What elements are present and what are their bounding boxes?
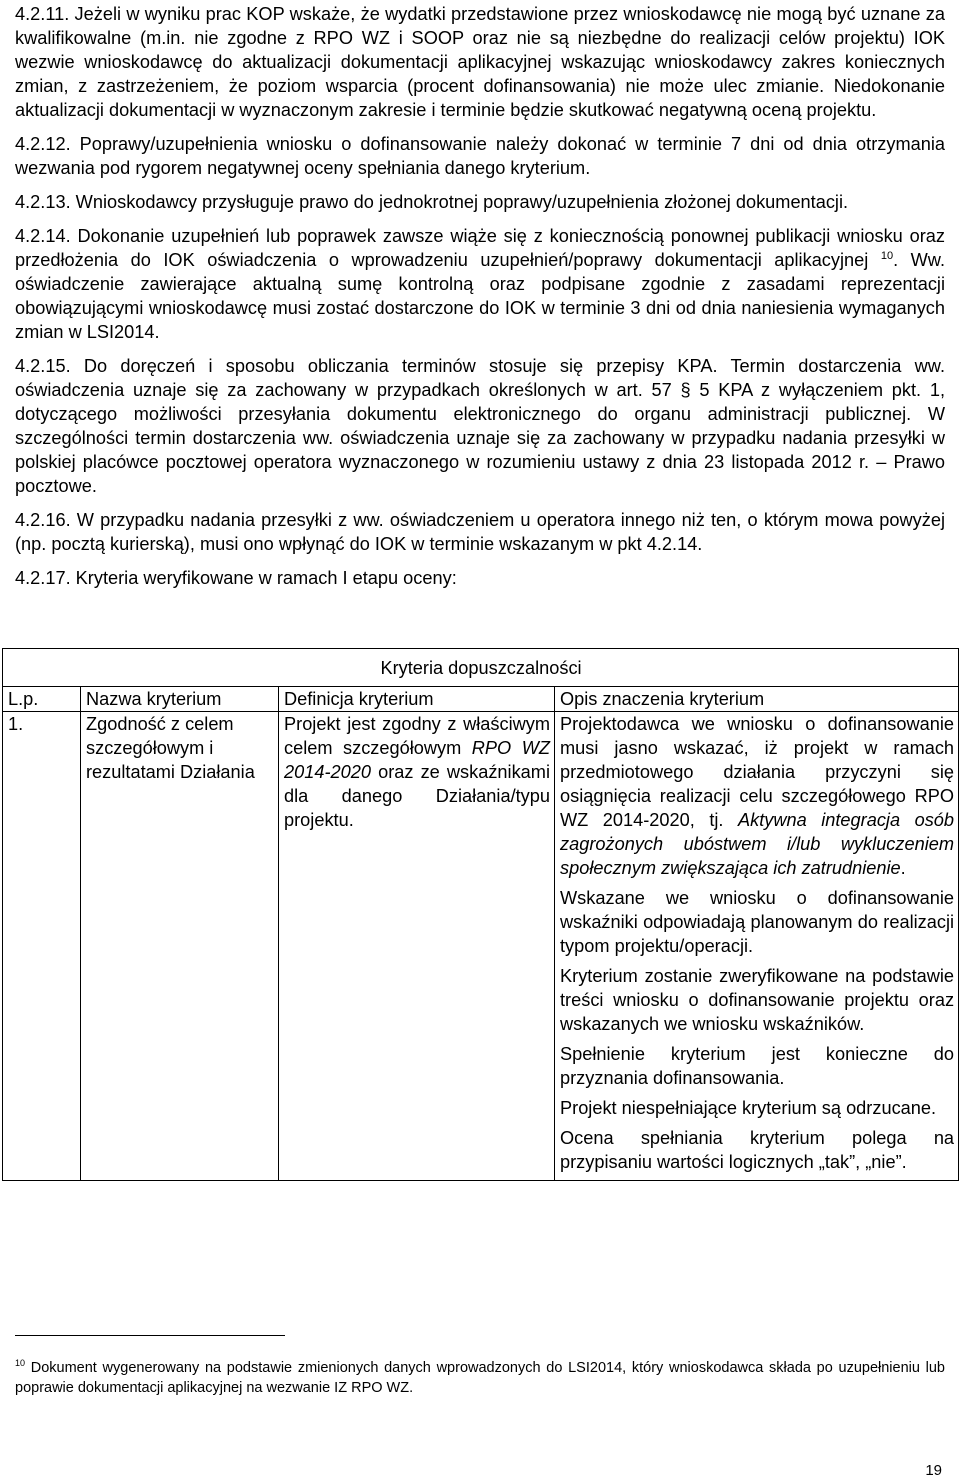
table-header-row	[3, 687, 959, 712]
paragraph-number: 4.2.11.	[15, 4, 70, 24]
cell-lp: 1.	[3, 712, 81, 1181]
document-body	[15, 2, 945, 600]
paragraph-4-2-12	[15, 132, 945, 180]
page-number: 19	[925, 1462, 942, 1479]
description-paragraph: Wskazane we wniosku o dofinansowanie wskaźniki odpowiadają planowanym do realizacji typom projektu/operacji.	[560, 888, 955, 956]
paragraph-number: 4.2.15.	[15, 356, 71, 376]
table-row	[3, 712, 959, 1181]
description-paragraph	[560, 712, 954, 880]
header-description: Opis znaczenia kryterium	[555, 687, 959, 712]
description-text: Projektodawca we wniosku o dofinansowanie musi jasno wskazać, iż projekt w ramach przedmiotowego działania przyczyni się osiągnięcia realizacji celu szczegółowego RPO WZ 2014-2020, tj.	[560, 714, 955, 830]
cell-definition	[279, 712, 555, 1181]
paragraph-text: Poprawy/uzupełnienia wniosku o dofinansowanie należy dokonać w terminie 7 dni od dnia otrzymania wezwania pod rygorem negatywnej oceny spełniania danego kryterium.	[15, 134, 945, 178]
cell-name: Zgodność z celem szczegółowym i rezultatami Działania	[81, 712, 279, 1181]
paragraph-number: 4.2.14.	[15, 226, 71, 246]
paragraph-4-2-16	[15, 508, 945, 556]
description-text: .	[900, 858, 906, 878]
paragraph-4-2-11	[15, 2, 945, 122]
header-lp: L.p.	[3, 687, 81, 712]
description-paragraph: Spełnienie kryterium jest konieczne do przyznania dofinansowania.	[560, 1044, 955, 1088]
paragraph-text: . Ww. oświadczenie zawierające aktualną sumę kontrolną oraz podpisane zgodnie z zasadami reprezentacji obowiązującymi wnioskodawcę musi zostać dostarczone do IOK w terminie 3 dni od dnia naniesienia wymaganych zmian w LSI2014.	[15, 250, 945, 342]
criteria-table	[2, 648, 959, 1181]
description-goal: Aktywna integracja osób zagrożonych ubóstwem i/lub wykluczeniem społecznym zwiększająca ich zatrudnienie	[560, 810, 955, 878]
definition-text: oraz ze wskaźnikami dla danego Działania/typu projektu.	[284, 762, 550, 830]
paragraph-text: W przypadku nadania przesyłki z ww. oświadczeniem u operatora innego niż ten, o którym mowa powyżej (np. pocztą kurierską), musi ono wpłynąć do IOK w terminie wskazanym w pkt 4.2.14.	[15, 510, 945, 554]
footnote-separator	[15, 1335, 285, 1336]
paragraph-text: Do doręczeń i sposobu obliczania terminów stosuje się przepisy KPA. Termin dostarczenia ww. oświadczenia uznaje się za zachowany w przypadkach określonych w art. 57 § 5 KPA z wyłączeniem pkt. 1, dotyczącego możliwości przesyłania dokumentu elektronicznego do organu administracji publicznej. W szczególności termin dostarczenia ww. oświadczenia uznaje się za zachowany w przypadku nadania przesyłki w polskiej placówce pocztowej operatora wyznaczonego w rozumieniu ustawy z dnia 23 listopada 2012 r. – Prawo pocztowe.	[15, 356, 945, 496]
header-definition: Definicja kryterium	[279, 687, 555, 712]
definition-text: Projekt jest zgodny z właściwym celem szczegółowym	[284, 714, 550, 758]
description-paragraph: Kryterium zostanie zweryfikowane na podstawie treści wniosku o dofinansowanie projektu oraz wskazanych we wniosku wskaźników.	[560, 966, 955, 1034]
paragraph-number: 4.2.16.	[15, 510, 71, 530]
paragraph-text: Wnioskodawcy przysługuje prawo do jednokrotnej poprawy/uzupełnienia złożonej dokumentacji.	[70, 192, 849, 212]
cell-description	[555, 712, 959, 1181]
paragraph-number: 4.2.13.	[15, 192, 71, 212]
footnote-marker: 10	[15, 1358, 26, 1369]
paragraph-4-2-13	[15, 190, 945, 214]
footnote-reference: 10	[880, 249, 894, 262]
paragraph-number: 4.2.12.	[15, 134, 71, 154]
paragraph-4-2-14	[15, 224, 945, 344]
description-paragraph: Ocena spełniania kryterium polega na przypisaniu wartości logicznych „tak”, „nie”.	[560, 1128, 955, 1172]
footnote	[15, 1358, 945, 1398]
paragraph-4-2-15	[15, 354, 945, 498]
table-caption: Kryteria dopuszczalności	[3, 649, 959, 687]
description-paragraph: Projekt niespełniające kryterium są odrzucane.	[560, 1098, 937, 1118]
definition-program: RPO WZ 2014-2020	[284, 738, 550, 782]
paragraph-text: Jeżeli w wyniku prac KOP wskaże, że wydatki przedstawione przez wnioskodawcę nie mogą być uznane za kwalifikowalne (m.in. nie zgodne z RPO WZ i SOOP oraz nie są niezbędne do realizacji celów projektu) IOK wezwie wnioskodawcę do aktualizacji dokumentacji aplikacyjnej wskazując wnioskodawcy zakres koniecznych zmian, z zastrzeżeniem, że poziom wsparcia (procent dofinansowania) nie może ulec zmianie. Niedokonanie aktualizacji dokumentacji w wyznaczonym zakresie i terminie będzie skutkować negatywną oceną projektu.	[15, 4, 945, 120]
footnote-text: Dokument wygenerowany na podstawie zmienionych danych wprowadzonych do LSI2014, który wnioskodawca składa po uzupełnieniu lub poprawie dokumentacji aplikacyjnej na wezwanie IZ RPO WZ.	[15, 1360, 945, 1396]
paragraph-text: Kryteria weryfikowane w ramach I etapu oceny:	[70, 568, 457, 588]
paragraph-text: Dokonanie uzupełnień lub poprawek zawsze wiąże się z koniecznością ponownej publikacji wniosku oraz przedłożenia do IOK oświadczenia o wprowadzeniu uzupełnień/poprawy dokumentacji aplikacyjnej	[15, 226, 945, 270]
header-name: Nazwa kryterium	[81, 687, 279, 712]
paragraph-number: 4.2.17.	[15, 568, 71, 588]
paragraph-4-2-17	[15, 566, 945, 590]
